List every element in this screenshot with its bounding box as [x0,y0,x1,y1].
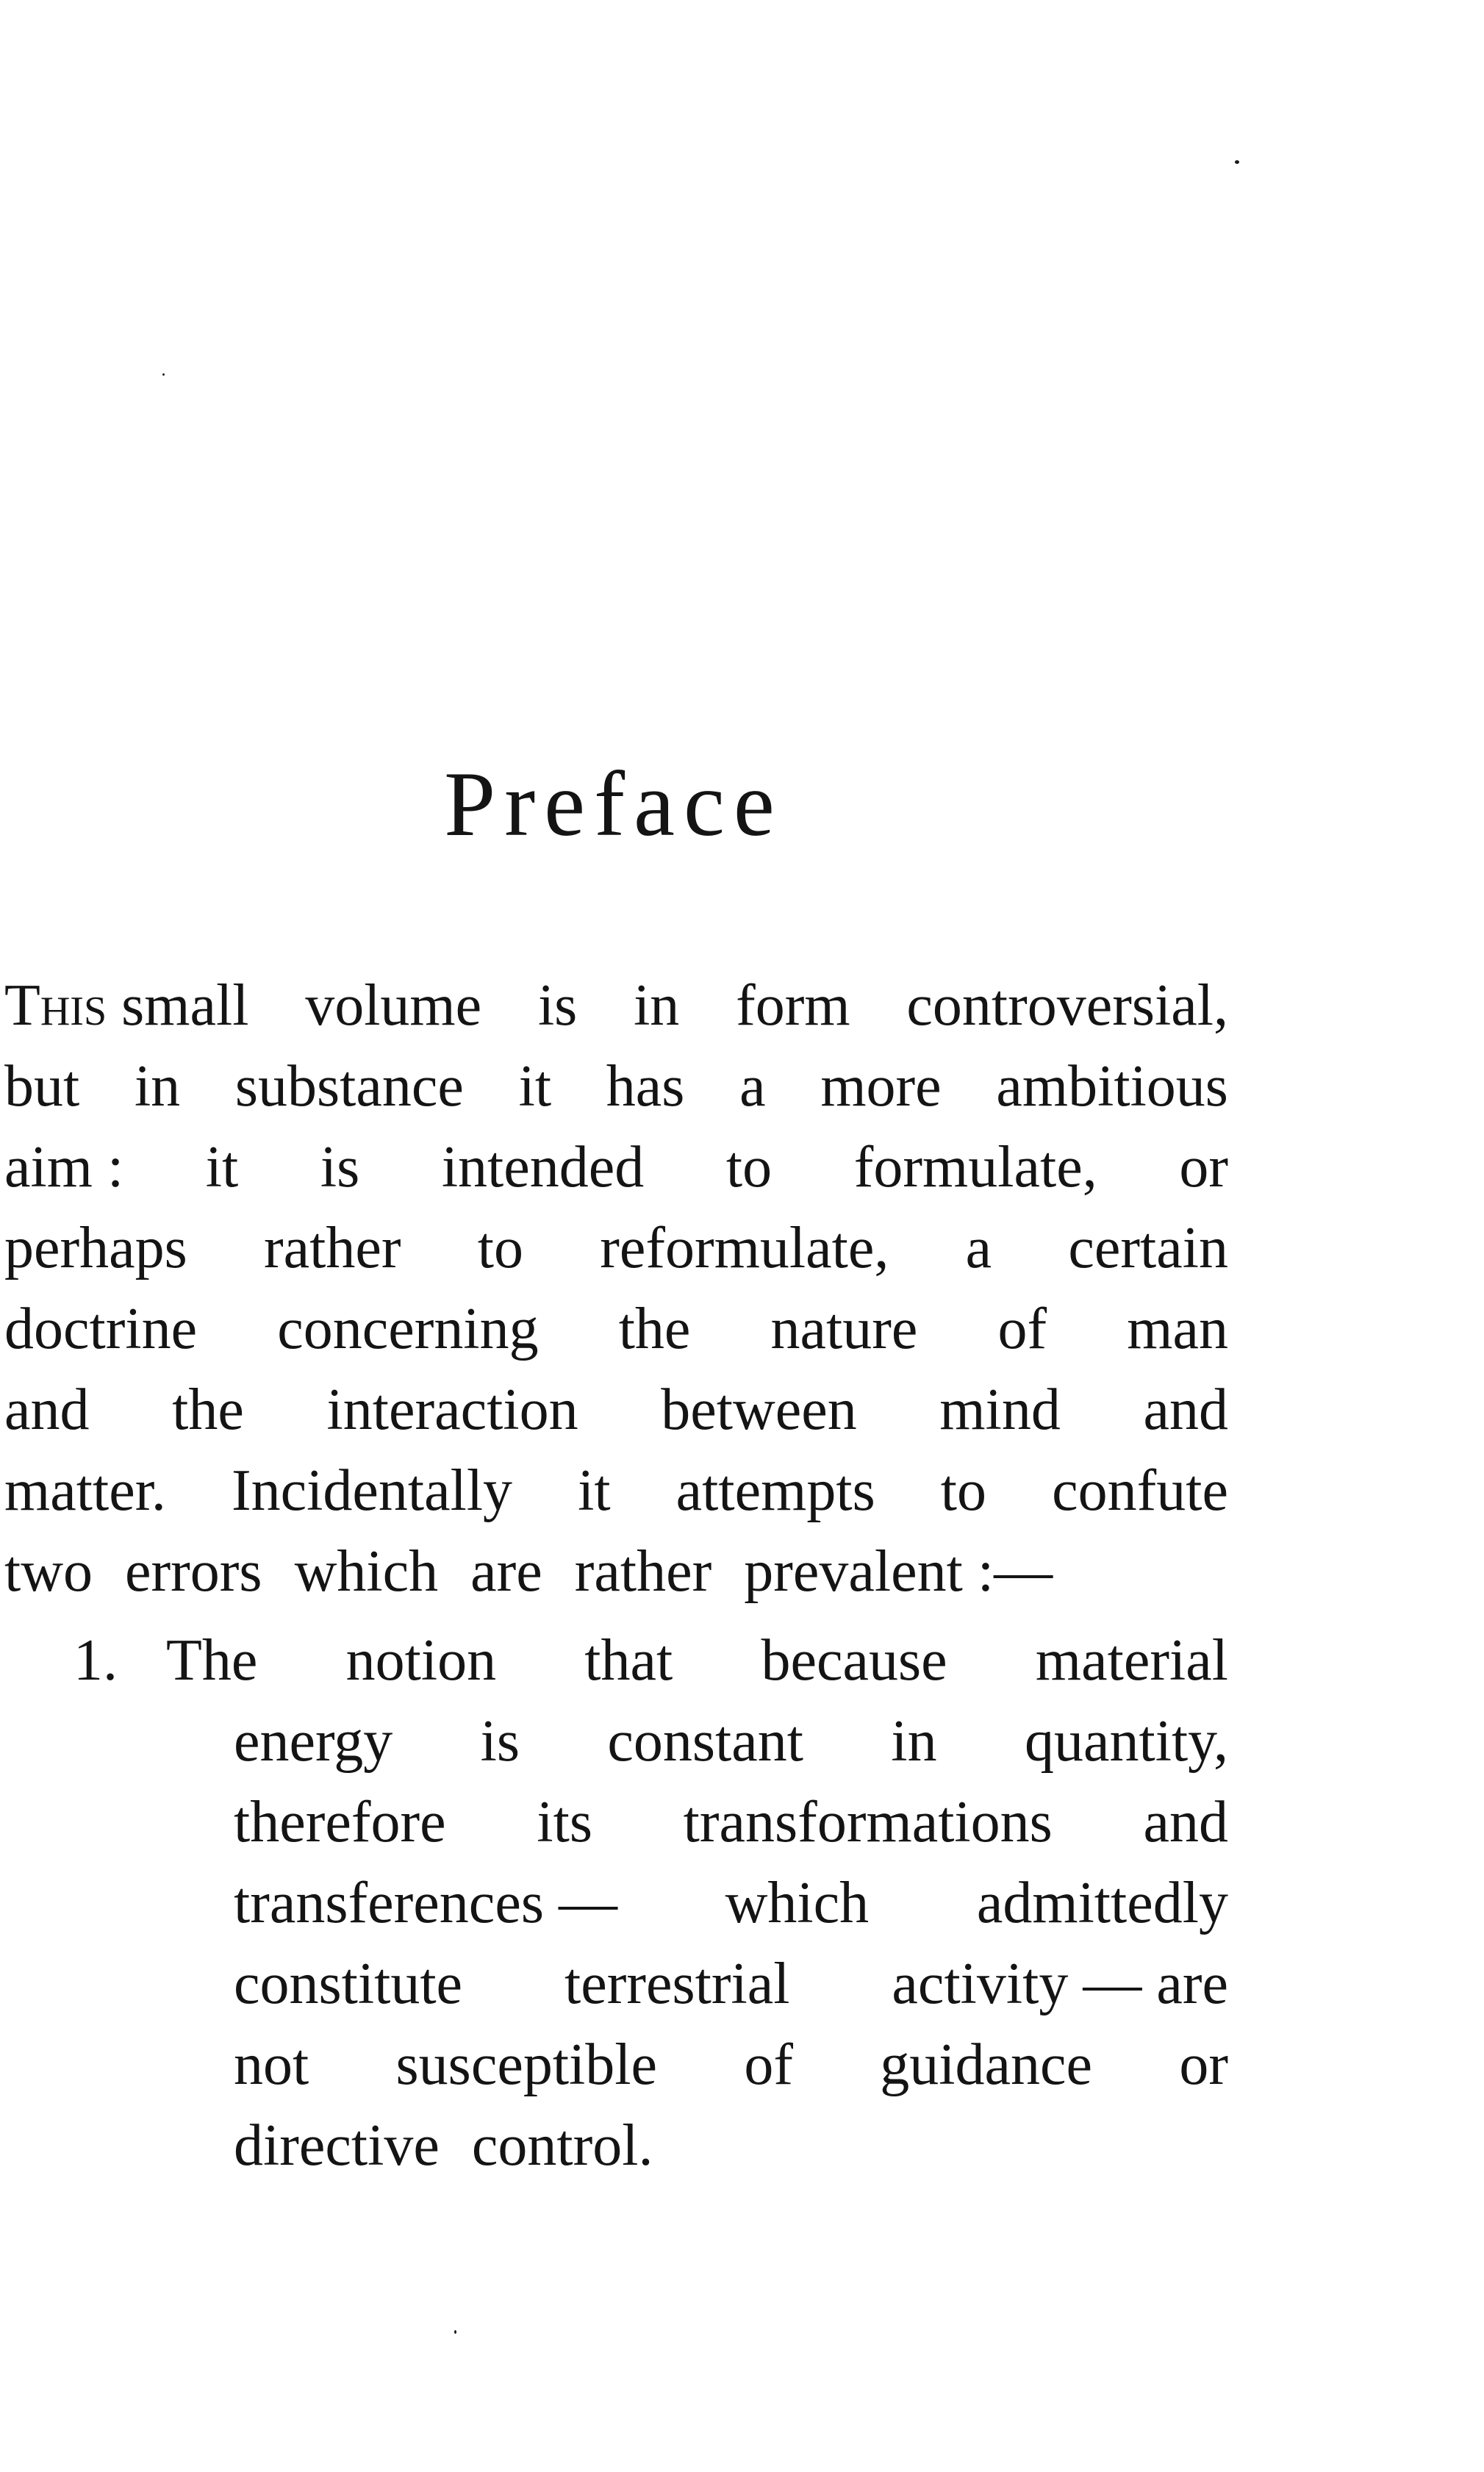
word: rather [264,1216,401,1280]
word: reformulate, [600,1216,889,1280]
word: man [1127,1297,1228,1361]
word: a [965,1216,992,1280]
numbered-list [74,1620,1228,2186]
word: confute [1052,1458,1228,1523]
word: in [134,1054,181,1119]
word: mind [939,1377,1061,1442]
word: is [320,1135,360,1200]
word: ambitious [996,1054,1228,1119]
word: constant [607,1709,803,1774]
word: that [584,1628,673,1693]
word: its [537,1790,592,1855]
word: in [634,973,680,1038]
word: material [1035,1628,1228,1693]
word: or [1179,2032,1228,2097]
word: activity — are [892,1952,1228,2016]
word: volume [305,973,482,1038]
word: which [725,1871,870,1935]
word: admittedly [976,1871,1228,1935]
word: is [537,973,578,1038]
word: between [661,1377,857,1442]
word: a [739,1054,766,1119]
word: Incidentally [231,1458,513,1523]
word: prevalent :— [744,1539,1053,1604]
word: to [477,1216,524,1280]
text-line [234,1943,1228,2024]
word: or [1179,1135,1228,1200]
word: the [618,1297,691,1361]
word: matter. [4,1458,166,1523]
word: form [736,973,850,1038]
word: directive [234,2113,440,2178]
word: therefore [234,1790,446,1855]
text-line [234,2105,1228,2186]
text-line [4,1531,1228,1612]
word: which [294,1539,439,1604]
word: certain [1068,1216,1228,1280]
text-line [234,1782,1228,1863]
preface-paragraph [4,965,1228,1612]
word: transferences — [234,1871,617,1935]
word: formulate, [853,1135,1097,1200]
ink-speck [1235,160,1239,164]
text-line [4,1046,1228,1127]
word: The [166,1628,258,1693]
word: notion [345,1628,497,1693]
list-item-number: 1. [74,1628,118,1693]
list-item-1-first-line [74,1620,1228,1701]
ink-speck [162,373,165,376]
list-item-1-continuation [234,1701,1228,2186]
word: it [518,1054,552,1119]
text-line [4,1369,1228,1450]
word: substance [234,1054,464,1119]
word: terrestrial [564,1952,790,2016]
word: has [606,1054,685,1119]
text-line [234,1863,1228,1943]
word: and [4,1377,90,1442]
word: is [480,1709,520,1774]
word: constitute [234,1952,463,2016]
word: interaction [326,1377,578,1442]
word: aim : [4,1135,124,1200]
word: doctrine [4,1297,198,1361]
word: susceptible [395,2032,658,2097]
word: the [172,1377,244,1442]
word: but [4,1054,80,1119]
word: of [997,1297,1047,1361]
word: are [470,1539,542,1604]
word: nature [770,1297,918,1361]
word: attempts [675,1458,875,1523]
word: two [4,1539,93,1604]
word: to [725,1135,773,1200]
page-title: Preface [444,753,784,856]
word: concerning [277,1297,539,1361]
word: and [1143,1790,1228,1855]
word: it [205,1135,239,1200]
word: quantity, [1024,1709,1228,1774]
word: rather [574,1539,712,1604]
word: it [578,1458,611,1523]
text-line [234,2024,1228,2105]
word: errors [125,1539,262,1604]
text-line [234,1701,1228,1782]
word: intended [441,1135,645,1200]
ink-speck [454,2330,456,2334]
word: to [940,1458,986,1523]
text-line [4,1208,1228,1289]
word: controversial, [906,973,1228,1038]
word: and [1143,1377,1228,1442]
text-line [4,1289,1228,1369]
text-line [4,965,1228,1046]
word: because [761,1628,947,1693]
word: control. [471,2113,653,2178]
word: This small [4,973,249,1038]
word: perhaps [4,1216,187,1280]
word: not [234,2032,309,2097]
word: guidance [880,2032,1093,2097]
list-item-text [166,1620,1228,1701]
word: in [891,1709,937,1774]
text-line [4,1450,1228,1531]
word: transformations [683,1790,1053,1855]
text-line [4,1127,1228,1208]
word: energy [234,1709,393,1774]
word: more [820,1054,942,1119]
word: of [744,2032,793,2097]
